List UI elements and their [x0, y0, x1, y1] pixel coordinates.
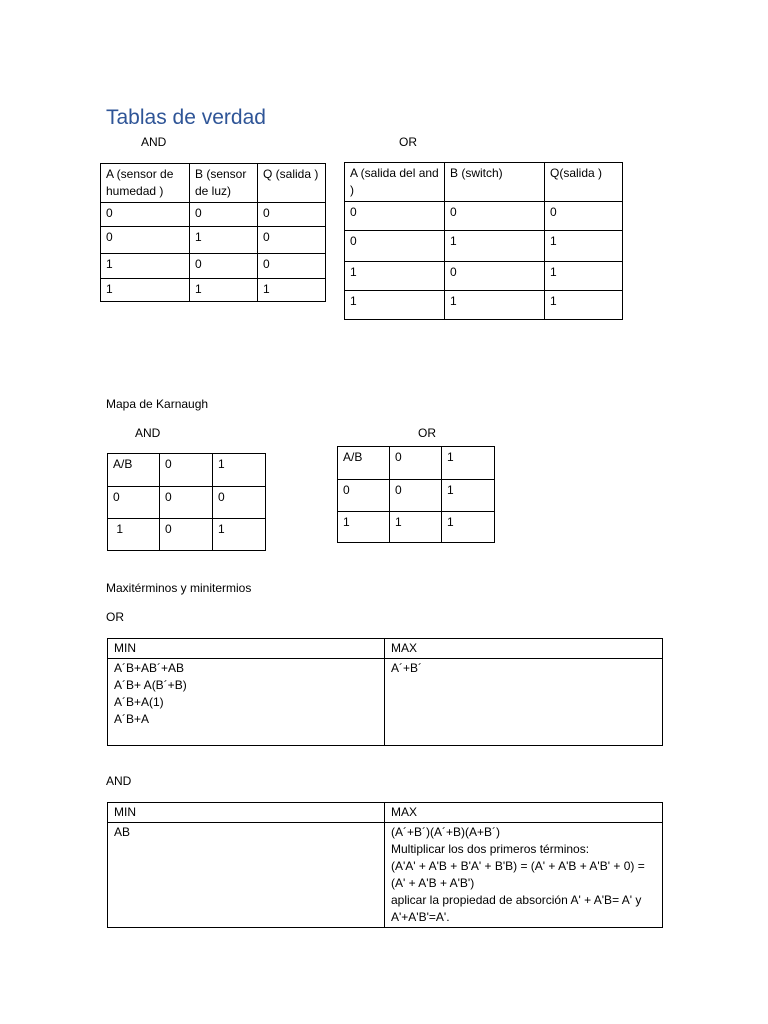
table-row	[338, 480, 495, 512]
maxterms-or-label: OR	[106, 610, 124, 624]
table-cell: 1	[101, 279, 190, 302]
table-cell: 0	[190, 254, 258, 279]
table-cell: A/B	[108, 454, 160, 487]
max-cell	[385, 659, 663, 746]
table-cell: 1	[390, 512, 442, 543]
table-row	[345, 262, 623, 291]
table-cell: 0	[160, 454, 213, 487]
table-cell: 1	[108, 519, 160, 551]
max-line: (A'A' + A'B + B'A' + B'B) = (A' + A'B + A'B' + 0) =	[391, 859, 645, 873]
table-cell: 0	[101, 203, 190, 227]
table-row	[108, 519, 266, 551]
table-header-row	[345, 163, 623, 202]
table-cell: 1	[345, 262, 445, 291]
table-cell: 1	[545, 291, 623, 320]
table-cell: 0	[345, 231, 445, 262]
or-truth-label: OR	[399, 135, 417, 149]
or-truth-table	[344, 162, 623, 320]
min-line: A´B+A	[114, 712, 150, 726]
table-cell: 0	[101, 227, 190, 254]
table-row	[338, 512, 495, 543]
min-line: AB	[114, 825, 131, 839]
table-cell: 1	[338, 512, 390, 543]
min-cell	[108, 823, 385, 928]
table-cell: 1	[190, 279, 258, 302]
table-cell: 0	[445, 262, 545, 291]
table-cell: 0	[108, 487, 160, 519]
table-cell: 0	[213, 487, 266, 519]
maxterms-heading: Maxitérminos y minitermios	[106, 581, 252, 595]
max-header: MAX	[385, 803, 663, 823]
table-row	[108, 487, 266, 519]
table-header-row	[108, 803, 663, 823]
min-line: A´B+ A(B´+B)	[114, 678, 187, 692]
max-line: (A´+B´)(A´+B)(A+B´)	[391, 825, 501, 839]
min-header: MIN	[108, 639, 385, 659]
and-minmax-table	[107, 802, 663, 928]
table-cell: 0	[258, 227, 326, 254]
or-minmax-table	[107, 638, 663, 746]
table-cell: 1	[445, 231, 545, 262]
max-cell	[385, 823, 663, 928]
max-line: Multiplicar los dos primeros términos:	[391, 842, 590, 856]
table-row	[108, 659, 663, 746]
table-row	[101, 254, 326, 279]
table-cell: 1	[445, 291, 545, 320]
maxterms-and-label: AND	[106, 774, 132, 788]
max-line: A'+A'B'=A'.	[391, 910, 450, 924]
header-cell: Q (salida )	[258, 164, 326, 203]
table-cell: 0	[545, 202, 623, 231]
table-cell: 1	[258, 279, 326, 302]
table-header-row	[108, 639, 663, 659]
min-header: MIN	[108, 803, 385, 823]
header-cell: Q(salida )	[545, 163, 623, 202]
table-cell: 0	[390, 447, 442, 480]
karnaugh-or-table	[337, 446, 495, 543]
table-cell: 0	[160, 487, 213, 519]
table-row	[345, 202, 623, 231]
table-cell: 1	[442, 480, 495, 512]
table-row	[108, 454, 266, 487]
table-header-row	[101, 164, 326, 203]
table-cell: 1	[213, 454, 266, 487]
header-cell: B (sensor de luz)	[190, 164, 258, 203]
table-cell: 1	[442, 512, 495, 543]
page-title: Tablas de verdad	[106, 106, 266, 129]
karnaugh-or-label: OR	[418, 426, 436, 440]
karnaugh-and-label: AND	[135, 426, 161, 440]
table-row	[101, 227, 326, 254]
and-truth-label: AND	[141, 135, 167, 149]
table-cell: 1	[545, 231, 623, 262]
header-cell: A (salida del and )	[345, 163, 445, 202]
table-cell: 0	[338, 480, 390, 512]
table-cell: 0	[345, 202, 445, 231]
table-cell: 0	[445, 202, 545, 231]
max-header: MAX	[385, 639, 663, 659]
table-cell: 1	[190, 227, 258, 254]
table-cell: 1	[345, 291, 445, 320]
min-line: A´B+AB´+AB	[114, 661, 185, 675]
table-row	[345, 291, 623, 320]
table-row	[101, 279, 326, 302]
max-line: A´+B´	[391, 661, 423, 675]
and-truth-table	[100, 163, 326, 302]
table-cell: 0	[258, 203, 326, 227]
table-cell: 0	[390, 480, 442, 512]
header-cell: B (switch)	[445, 163, 545, 202]
karnaugh-heading: Mapa de Karnaugh	[106, 397, 209, 411]
table-row	[345, 231, 623, 262]
table-cell: 1	[442, 447, 495, 480]
max-line: aplicar la propiedad de absorción A' + A'B= A' y	[391, 893, 642, 907]
min-line: A´B+A(1)	[114, 695, 164, 709]
table-cell: 1	[213, 519, 266, 551]
header-cell: A (sensor de humedad )	[101, 164, 190, 203]
max-line: (A' + A'B + A'B')	[391, 876, 475, 890]
table-cell: 1	[545, 262, 623, 291]
table-cell: 1	[101, 254, 190, 279]
table-row	[101, 203, 326, 227]
table-row	[338, 447, 495, 480]
min-cell	[108, 659, 385, 746]
table-cell: A/B	[338, 447, 390, 480]
table-cell: 0	[258, 254, 326, 279]
table-row	[108, 823, 663, 928]
table-cell: 0	[160, 519, 213, 551]
karnaugh-and-table	[107, 453, 266, 551]
table-cell: 0	[190, 203, 258, 227]
